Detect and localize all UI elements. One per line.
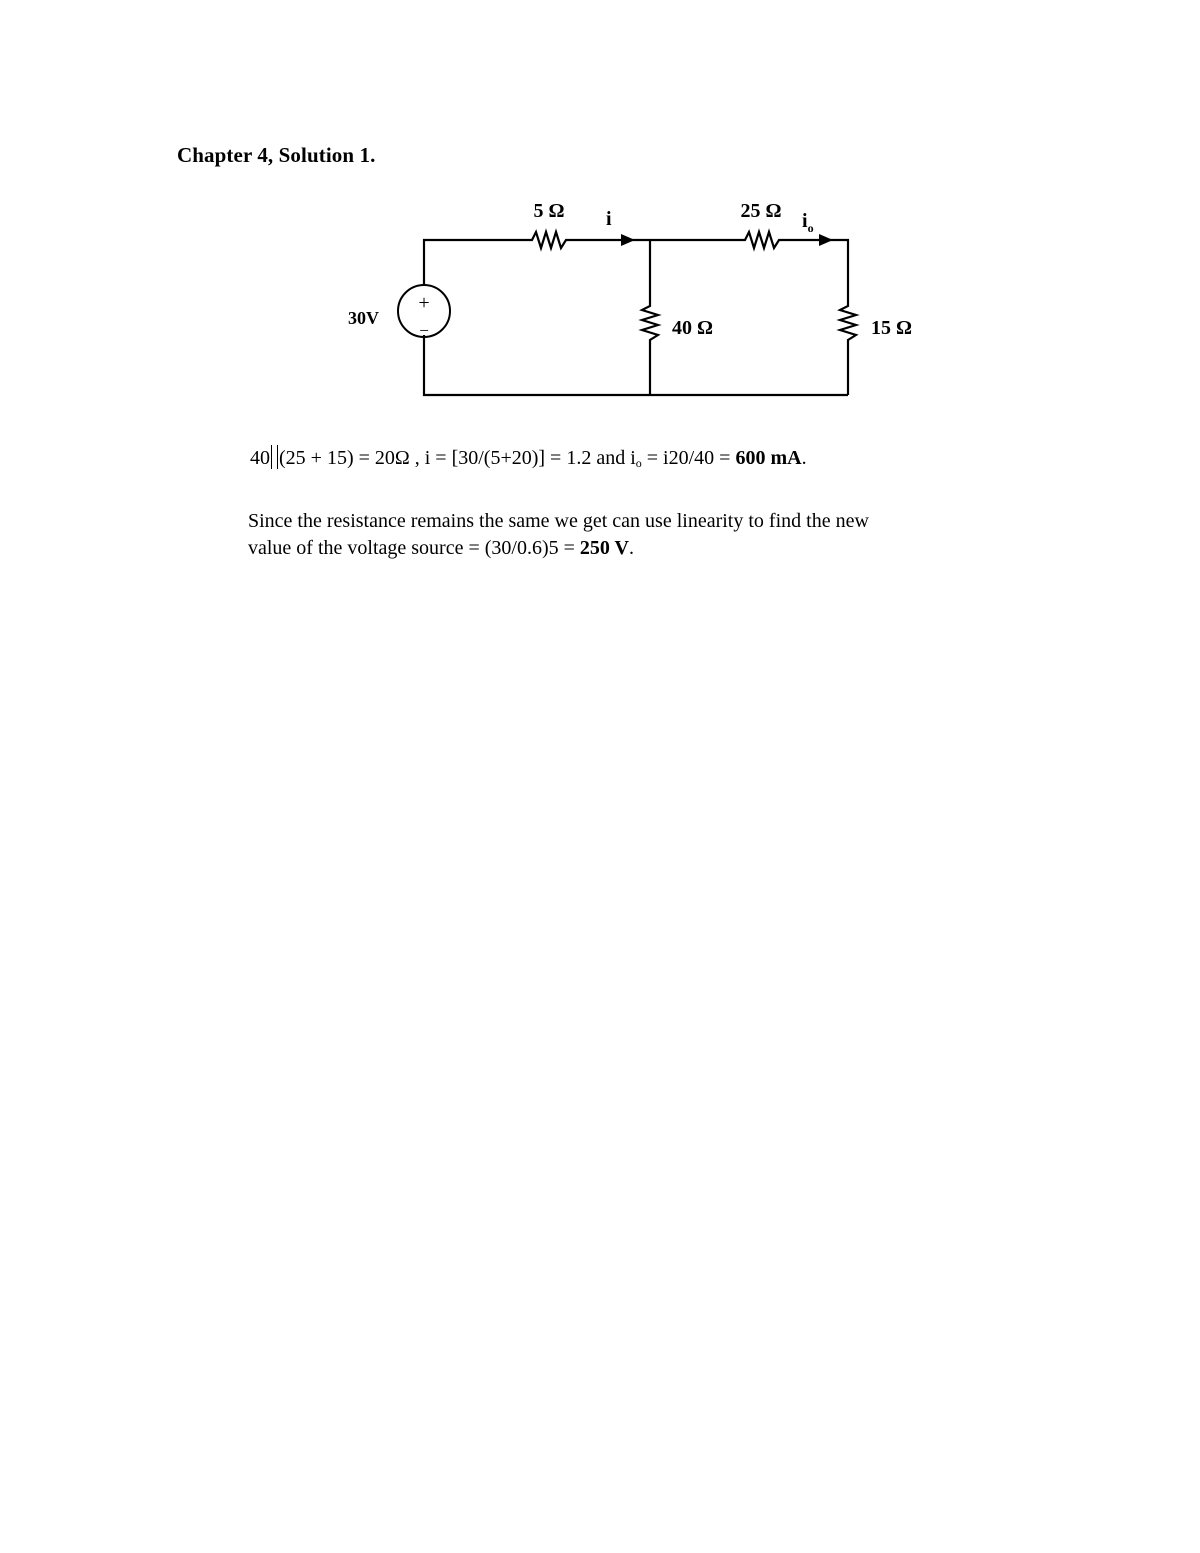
equation-result: 600 mA [735,447,802,469]
wire-bottom [424,335,848,395]
equation-part-a: 40 [250,447,270,469]
current-i-label: i [606,208,612,230]
parallel-symbol-icon [271,445,278,469]
resistor-15ohm [840,300,856,344]
resistor-40ohm [642,302,658,344]
r2-label: 25 Ω [740,200,782,222]
paragraph-line-2 [248,535,1008,562]
current-io-label: $i_o$ [802,210,814,235]
source-minus-sign: − [419,321,429,340]
source-label: 30V [348,308,379,328]
paragraph-line-2-text: value of the voltage source = (30/0.6)5 = [248,537,580,559]
equation-part-c: = i20/40 = [641,447,736,469]
current-i-arrow-icon [621,234,635,246]
circuit-diagram [0,0,1200,420]
page-title: Chapter 4, Solution 1. [177,143,376,167]
equation-line [250,445,807,470]
equation-end: . [801,447,807,469]
r4-label: 15 Ω [871,317,913,339]
paragraph-line-2-end: . [629,537,634,559]
resistor-5ohm [527,232,572,248]
r1-label: 5 Ω [533,200,565,222]
paragraph-line-1: Since the resistance remains the same we get can use linearity to find the new [248,510,869,532]
explanation-paragraph [248,508,1008,562]
wire-top-right [785,240,848,300]
current-io-arrow-icon [819,234,833,246]
equation-subscript: o [635,456,642,470]
equation-part-b: (25 + 15) = 20Ω , i = [30/(5+20)] = 1.2 and i [279,447,636,469]
source-plus-sign: + [418,292,430,314]
resistor-25ohm [740,232,785,248]
wire-top-left [424,240,527,285]
paragraph-result: 250 V [579,537,629,559]
r3-label: 40 Ω [672,317,714,339]
